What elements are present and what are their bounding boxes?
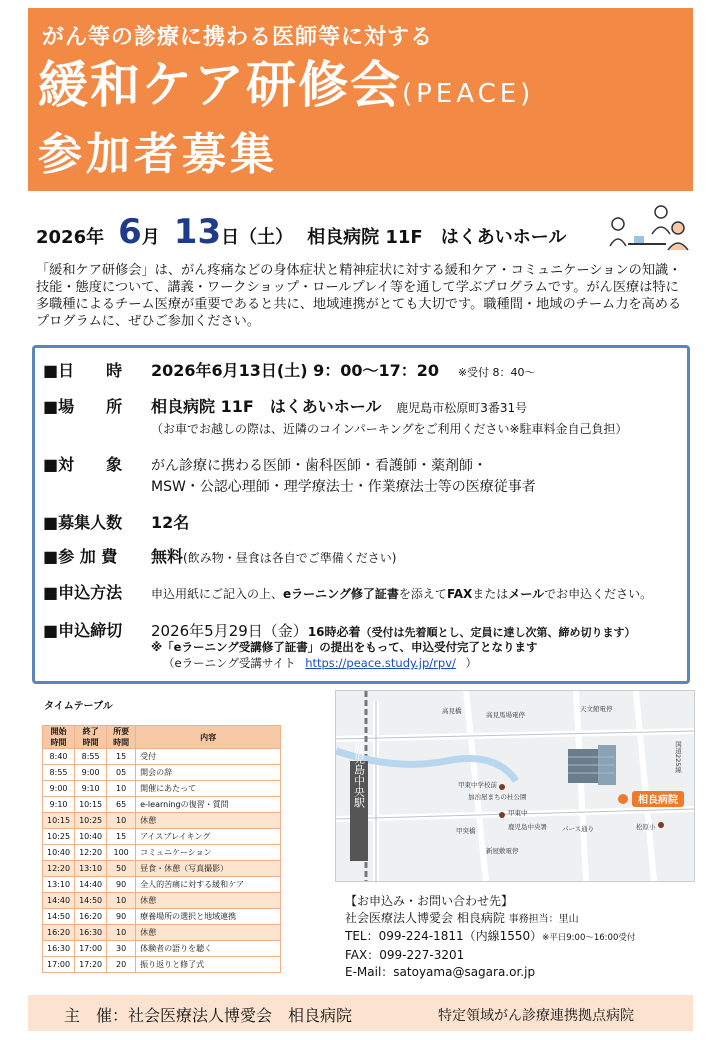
timetable-cell-duration: 10 [107,813,136,829]
contact-org: 社会医療法人博愛会 相良病院 [345,911,505,925]
timetable-header-start: 開始 時間 [43,726,75,749]
apply-text3: または [472,587,509,601]
timetable-cell-start: 14:40 [43,893,75,909]
timetable-row [43,749,281,765]
banner-title2: 参加者募集 [38,129,278,180]
contact-tel-line [345,928,635,947]
info-place [43,394,527,417]
timetable-cell-start: 8:40 [43,749,75,765]
timetable-cell-start: 10:15 [43,813,75,829]
deadline-line2: ※「eラーニング受講修了証書」の提出をもって、申込受付完了となります [151,640,538,654]
timetable-cell-content: 開会の辞 [136,765,281,781]
timetable-cell-end: 17:20 [75,957,107,973]
contact-org-line [345,910,635,928]
map-label-matsubara: 松原小 [636,823,656,831]
contact-heading: 【お申込み・お問い合わせ先】 [345,894,514,908]
apply-text1: 申込用紙にご記入の上、 [151,587,284,601]
timetable-row [43,877,281,893]
date-day: 13 [173,212,222,252]
apply-text2: を添えて [398,587,447,601]
timetable-cell-duration: 05 [107,765,136,781]
contact-tel-note: ※平日9:00～16:00受付 [542,933,636,943]
timetable-row [43,797,281,813]
timetable-cell-duration: 90 [107,909,136,925]
date-month: 6 [118,212,142,252]
timetable-row [43,781,281,797]
contact-person: 事務担当：里山 [508,914,579,925]
map-label-shinyashiki: 新屋敷電停 [486,847,519,855]
contact-block [345,893,635,981]
contact-fax: FAX：099-227-3201 [345,948,465,962]
timetable-title: タイムテーブル [44,701,113,712]
timetable-cell-content: e-learningの復習・質問 [136,797,281,813]
apply-bold2: FAX [446,587,473,601]
map-label-chuo: 鹿児島中央署 [508,823,547,831]
fee-note: (飲み物・昼食は各自でご準備ください) [183,551,397,565]
timetable-cell-start: 8:55 [43,765,75,781]
datetime-note: ※受付 8：40～ [457,366,536,379]
timetable-cell-start: 12:20 [43,861,75,877]
timetable-cell-duration: 10 [107,925,136,941]
timetable-cell-content: 休憩 [136,893,281,909]
timetable-header-row [43,726,281,749]
footer-role: 特定領域がん診療連携拠点病院 [438,1008,634,1024]
info-target [43,452,487,475]
timetable-cell-end: 16:30 [75,925,107,941]
timetable-cell-duration: 90 [107,877,136,893]
timetable-cell-end: 9:10 [75,781,107,797]
deadline-time: 16時必着 [307,625,361,639]
timetable-cell-content: 受付 [136,749,281,765]
date-day-unit: 日 [221,227,240,248]
timetable-header-content: 内容 [136,726,281,749]
map-label-kotochu2: 甲東中 [508,809,528,817]
access-map [335,690,695,882]
map-label-kotochu: 甲東中学校前 [458,781,497,789]
timetable-cell-start: 17:00 [43,957,75,973]
timetable-cell-end: 14:40 [75,877,107,893]
timetable-cell-start: 13:10 [43,877,75,893]
banner-title [38,56,535,114]
capacity-label: ■募集人数 [43,513,123,532]
timetable-cell-content: 開催にあたって [136,781,281,797]
timetable-cell-end: 13:10 [75,861,107,877]
timetable-cell-content: アイスブレイキング [136,829,281,845]
apply-bold3: メール [508,587,545,601]
timetable-row [43,893,281,909]
timetable-cell-duration: 100 [107,845,136,861]
date-month-unit: 月 [141,227,160,248]
deadline-line3 [163,655,477,671]
footer-organizer [28,995,693,1031]
timetable-cell-duration: 65 [107,797,136,813]
hospital-building [568,745,616,785]
deadline-date: 2026年5月29日（金） [151,622,308,640]
timetable-cell-content: 体験者の語りを聴く [136,941,281,957]
datetime-label: ■日 時 [43,361,123,380]
timetable-row [43,957,281,973]
timetable-body [43,749,281,973]
timetable-row [43,909,281,925]
timetable-cell-duration: 30 [107,941,136,957]
timetable-row [43,765,281,781]
hospital-marker [618,794,628,804]
datetime-value: 2026年6月13日(土) 9：00～17：20 [151,361,440,380]
timetable-cell-start: 10:40 [43,845,75,861]
timetable-cell-start: 14:50 [43,909,75,925]
map-label-takami-baba: 高見馬場電停 [486,711,525,719]
timetable-cell-content: コミュニケーション [136,845,281,861]
timetable-cell-content: 休憩 [136,813,281,829]
deadline-line3-prefix: （eラーニング受講サイト [163,656,296,670]
timetable-cell-end: 9:00 [75,765,107,781]
map-label-pass: パース通り [562,825,595,833]
map-sagara-label: 相良病院 [638,795,678,806]
deadline-note: （受付は先着順とし、定員に達し次第、締め切ります） [360,626,636,639]
timetable-cell-duration: 10 [107,781,136,797]
timetable-cell-end: 14:50 [75,893,107,909]
info-datetime [43,358,536,381]
timetable-cell-content: 全人的苦痛に対する緩和ケア [136,877,281,893]
timetable-cell-duration: 10 [107,893,136,909]
elearning-link[interactable]: https://peace.study.jp/rpv/ [305,656,456,670]
timetable-cell-start: 9:00 [43,781,75,797]
timetable-row [43,845,281,861]
info-fee [43,544,396,567]
timetable [42,725,281,973]
info-deadline [43,618,636,641]
apply-label: ■申込方法 [43,583,123,602]
title-suffix: (PEACE) [402,79,535,109]
apply-text4: でお申込ください。 [544,587,653,601]
map-label-route225: 国道225線 [674,741,682,773]
timetable-cell-start: 16:20 [43,925,75,941]
timetable-cell-content: 昼食・休憩（写真撮影） [136,861,281,877]
footer-org: 主 催：社会医療法人博愛会 相良病院 [64,1006,353,1025]
event-date-line [36,212,566,252]
fee-label: ■参 加 費 [43,547,118,566]
date-weekday: （土） [239,227,294,248]
timetable-row [43,925,281,941]
event-info-box [32,345,690,684]
place-label: ■場 所 [43,397,123,416]
date-year: 2026年 [36,227,105,248]
contact-tel: TEL：099-224-1811（内線1550） [345,929,543,943]
date-venue: 相良病院 11F はくあいホール [307,227,567,248]
fee-value: 無料 [151,547,184,566]
place-note: （お車でお越しの際は、近隣のコインパーキングをご利用ください※駐車料金自己負担） [151,422,628,436]
timetable-cell-end: 10:40 [75,829,107,845]
timetable-cell-end: 12:20 [75,845,107,861]
timetable-cell-duration: 20 [107,957,136,973]
intro-paragraph: 「緩和ケア研修会」は、がん疼痛などの身体症状と精神症状に対する緩和ケア・コミュニケーションの知識・技能・態度について、講義・ワークショップ・ロールプレイ等を通して学ぶプログラムです。がん医療は特に多職種によるチーム医療が重要であると共に、地域連携がとても大切です。職種間・地域のチーム力を高めるプログラムに、ぜひご参加ください。 [36,263,682,329]
timetable-row [43,941,281,957]
map-label-takami: 高見橋 [442,707,462,715]
meeting-people-icon [606,202,692,258]
timetable-cell-content: 休憩 [136,925,281,941]
contact-email[interactable]: E-Mail：satoyama@sagara.or.jp [345,965,536,979]
timetable-header-end: 終了 時間 [75,726,107,749]
deadline-line3-suffix: ） [465,656,478,670]
title-text: 緩和ケア研修会 [38,56,402,114]
timetable-row [43,813,281,829]
timetable-cell-start: 16:30 [43,941,75,957]
timetable-cell-duration: 15 [107,749,136,765]
place-address: 鹿児島市松原町3番31号 [396,401,528,415]
timetable-row [43,861,281,877]
apply-bold1: eラーニング修了証書 [283,587,399,601]
info-apply [43,580,652,603]
deadline-label: ■申込締切 [43,621,123,640]
target-label: ■対 象 [43,455,123,474]
map-label-kotsuki: 甲突橋 [456,827,476,835]
timetable-row [43,829,281,845]
map-label-tenmonkan: 天文館電停 [580,705,613,713]
timetable-cell-end: 10:15 [75,797,107,813]
header-banner [28,8,693,191]
timetable-cell-content: 療養場所の選択と地域連携 [136,909,281,925]
timetable-cell-content: 振り返りと修了式 [136,957,281,973]
capacity-value: 12名 [151,513,190,532]
timetable-header-duration: 所要 時間 [107,726,136,749]
map-label-kajiya: 加治屋まちの杜公園 [468,793,527,801]
place-value: 相良病院 11F はくあいホール [151,397,382,416]
info-capacity [43,510,189,533]
timetable-cell-end: 17:00 [75,941,107,957]
banner-subtitle: がん等の診療に携わる医師等に対する [42,25,434,50]
timetable-cell-end: 8:55 [75,749,107,765]
target-line1: がん診療に携わる医師・歯科医師・看護師・薬剤師・ [151,458,487,474]
timetable-cell-start: 9:10 [43,797,75,813]
target-line2: MSW・公認心理師・理学療法士・作業療法士等の医療従事者 [151,479,536,495]
timetable-cell-duration: 50 [107,861,136,877]
timetable-cell-start: 10:25 [43,829,75,845]
map-station-label: 鹿児島中央駅 [352,742,366,808]
timetable-cell-end: 16:20 [75,909,107,925]
timetable-cell-end: 10:25 [75,813,107,829]
timetable-cell-duration: 15 [107,829,136,845]
